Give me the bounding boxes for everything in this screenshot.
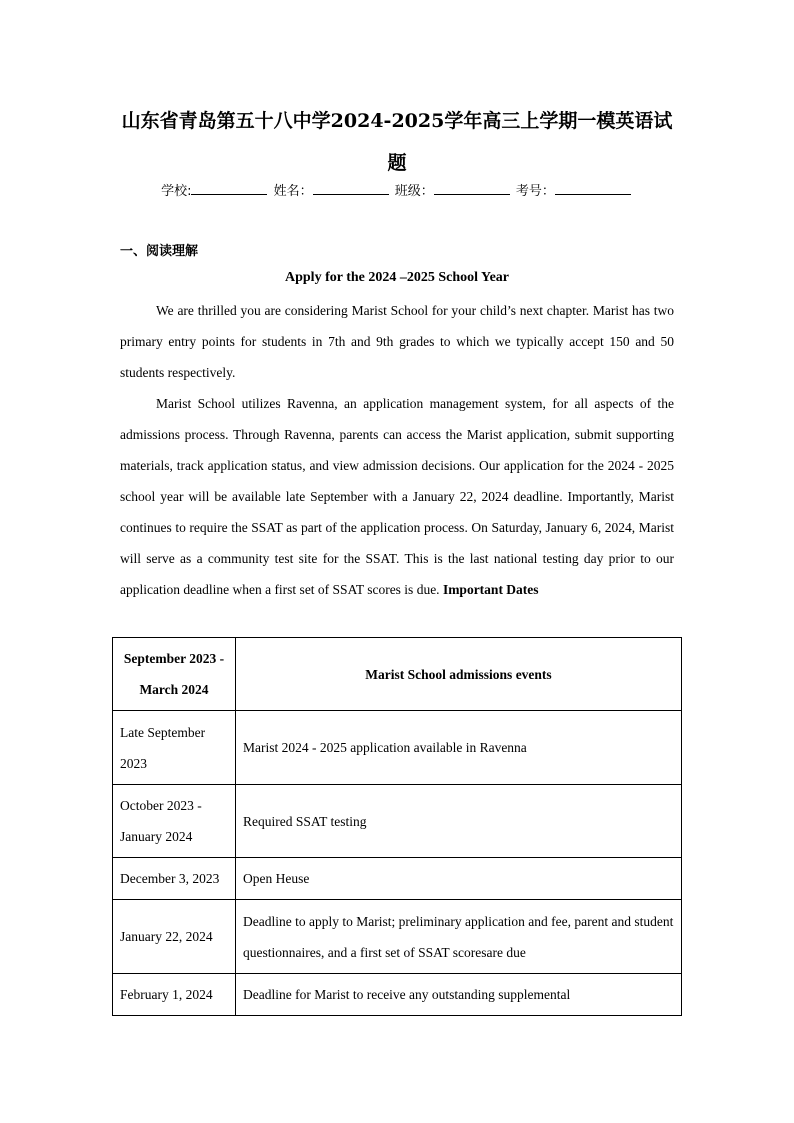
- row-event: Open Heuse: [236, 858, 682, 900]
- student-info-line: [120, 180, 674, 202]
- name-blank: [313, 180, 389, 195]
- school-label: 学校:: [161, 184, 192, 199]
- exam-no-blank: [555, 180, 631, 195]
- row-date: October 2023 - January 2024: [113, 785, 236, 858]
- name-label: 姓名：: [273, 184, 313, 199]
- table-row: [113, 900, 682, 974]
- page-title: 山东省青岛第五十八中学2024-2025学年高三上学期一模英语试题: [121, 110, 673, 174]
- row-event: Marist 2024 - 2025 application available in Ravenna: [236, 711, 682, 785]
- paragraph-1-text: We are thrilled you are considering Marist School for your child’s next chapter. Marist has two primary entry points for students in 7th and 9th grades to which we typically accept 150 and 50 students respectively.: [120, 303, 674, 380]
- table-row: [113, 785, 682, 858]
- section-heading: 一、阅读理解: [120, 244, 199, 259]
- article-title: Apply for the 2024 –2025 School Year: [285, 270, 509, 285]
- row-event: Deadline to apply to Marist; preliminary application and fee, parent and student questionnaires, and a first set of SSAT scoresare due: [236, 900, 682, 974]
- table-header-row: [113, 638, 682, 711]
- table-row: [113, 858, 682, 900]
- header-period: September 2023 - March 2024: [113, 638, 236, 711]
- row-date: Late September 2023: [113, 711, 236, 785]
- paragraph-2: [120, 388, 674, 605]
- school-blank: [191, 180, 267, 195]
- row-date: January 22, 2024: [113, 900, 236, 974]
- paragraph-1: [120, 295, 674, 388]
- class-blank: [434, 180, 510, 195]
- exam-no-label: 考号：: [515, 184, 555, 199]
- paragraph-2-text: Marist School utilizes Ravenna, an application management system, for all aspects of the admissions process. Through Ravenna, parents can access the Marist application, submit supporting materials, track application status, and view admission decisions. Our application for the 2024 - 2025 school year will be available late September with a January 22, 2024 deadline. Importantly, Marist continues to require the SSAT as part of the application process. On Saturday, January 6, 2024, Marist will serve as a community test site for the SSAT. This is the last national testing day prior to our application deadline when a first set of SSAT scores is due.: [120, 396, 674, 597]
- row-event: Required SSAT testing: [236, 785, 682, 858]
- row-date: February 1, 2024: [113, 974, 236, 1016]
- important-dates-table: [112, 637, 682, 1016]
- header-events: Marist School admissions events: [236, 638, 682, 711]
- important-dates-heading: Important Dates: [442, 582, 539, 597]
- row-date: December 3, 2023: [113, 858, 236, 900]
- class-label: 班级：: [394, 184, 434, 199]
- table-row: [113, 974, 682, 1016]
- table-row: [113, 711, 682, 785]
- row-event: Deadline for Marist to receive any outstanding supplemental: [236, 974, 682, 1016]
